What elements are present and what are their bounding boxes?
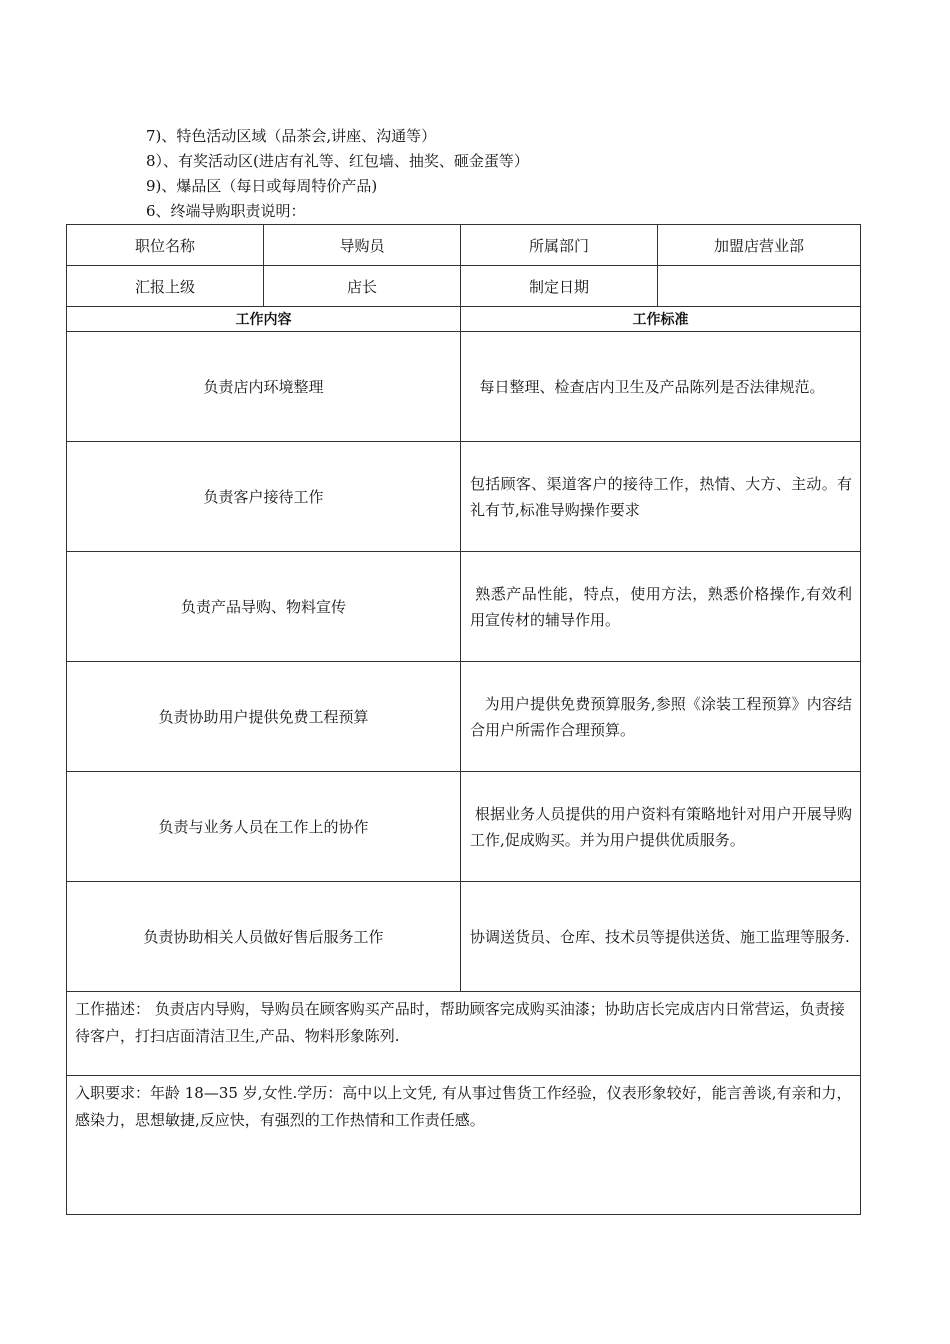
date-value <box>658 266 861 307</box>
task-content: 负责产品导购、物料宣传 <box>67 552 461 662</box>
supervisor-value: 店长 <box>264 266 461 307</box>
task-content: 负责协助用户提供免费工程预算 <box>67 662 461 772</box>
table-row <box>67 442 861 552</box>
department-value: 加盟店营业部 <box>658 225 861 266</box>
requirements-row <box>67 1076 861 1215</box>
list-item: 7)、特色活动区域（品茶会,讲座、沟通等） <box>146 127 437 145</box>
header-row <box>67 225 861 266</box>
header-row <box>67 266 861 307</box>
list-item: 6、终端导购职责说明： <box>146 202 306 220</box>
table-row <box>67 772 861 882</box>
task-content: 负责协助相关人员做好售后服务工作 <box>67 882 461 992</box>
task-standard: 熟悉产品性能，特点，使用方法，熟悉价格操作,有效利用宣传材的辅导作用。 <box>461 552 861 662</box>
department-label: 所属部门 <box>461 225 658 266</box>
task-content: 负责与业务人员在工作上的协作 <box>67 772 461 882</box>
task-standard: 协调送货员、仓库、技术员等提供送货、施工监理等服务. <box>461 882 861 992</box>
task-standard: 为用户提供免费预算服务,参照《涂装工程预算》内容结合用户所需作合理预算。 <box>461 662 861 772</box>
job-requirements: 入职要求：年龄 18—35 岁,女性.学历：高中以上文凭, 有从事过售货工作经验，仪表形象较好，能言善谈,有亲和力，感染力，思想敏捷,反应快，有强烈的工作热情和工作责任感。 <box>67 1076 861 1215</box>
task-content: 负责店内环境整理 <box>67 332 461 442</box>
task-content: 负责客户接待工作 <box>67 442 461 552</box>
description-row <box>67 992 861 1076</box>
supervisor-label: 汇报上级 <box>67 266 264 307</box>
table-row <box>67 882 861 992</box>
job-description: 工作描述： 负责店内导购，导购员在顾客购买产品时，帮助顾客完成购买油漆；协助店长完成店内日常营运，负责接待客户，打扫店面清洁卫生,产品、物料形象陈列. <box>67 992 861 1076</box>
list-item: 9)、爆品区（每日或每周特价产品) <box>146 177 378 195</box>
work-standard-heading: 工作标准 <box>461 307 861 332</box>
table-row <box>67 332 861 442</box>
task-standard: 根据业务人员提供的用户资料有策略地针对用户开展导购工作,促成购买。并为用户提供优质服务。 <box>461 772 861 882</box>
table-row <box>67 662 861 772</box>
work-content-heading: 工作内容 <box>67 307 461 332</box>
list-item: 8）、有奖活动区(进店有礼等、红包墙、抽奖、砸金蛋等） <box>146 152 529 170</box>
job-duty-table <box>66 224 861 1215</box>
section-header-row <box>67 307 861 332</box>
intro-list <box>146 124 529 224</box>
date-label: 制定日期 <box>461 266 658 307</box>
position-name-label: 职位名称 <box>67 225 264 266</box>
task-standard: 包括顾客、渠道客户的接待工作，热情、大方、主动。有礼有节,标准导购操作要求 <box>461 442 861 552</box>
table-row <box>67 552 861 662</box>
position-name-value: 导购员 <box>264 225 461 266</box>
task-standard: 每日整理、检查店内卫生及产品陈列是否法律规范。 <box>461 332 861 442</box>
